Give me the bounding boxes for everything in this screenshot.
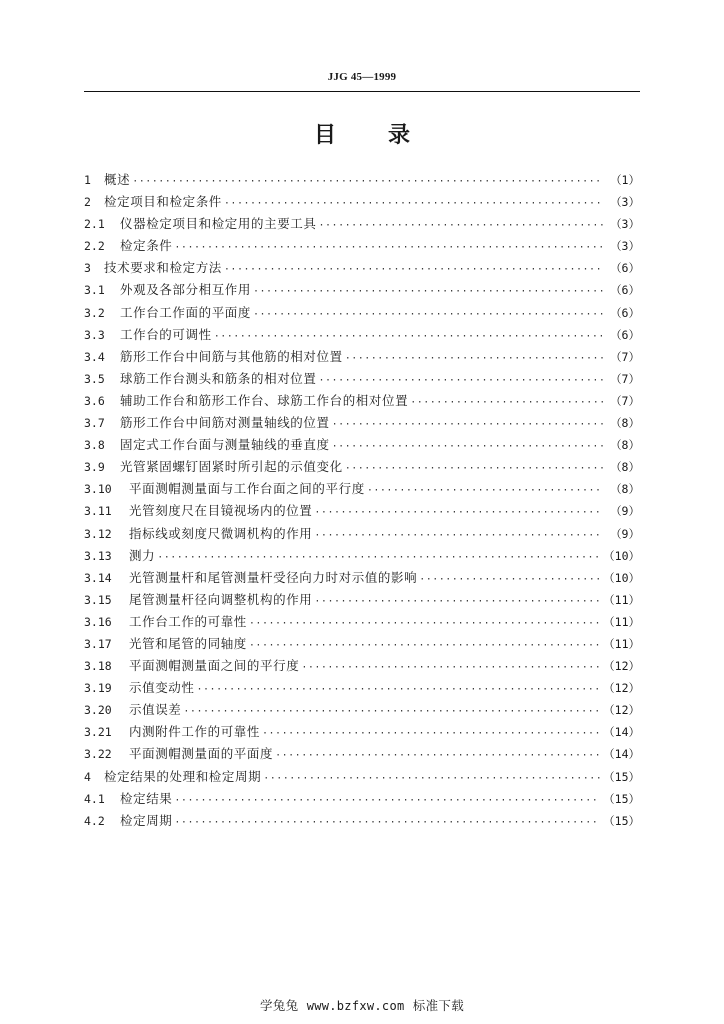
toc-entry-page: （12） <box>603 659 640 674</box>
toc-entry <box>84 655 640 677</box>
toc-entry-leader-dots <box>174 790 600 812</box>
toc-entry-title: 筋形工作台中间筋与其他筋的相对位置 <box>120 348 343 364</box>
toc-entry-number: 3.4 <box>84 349 105 364</box>
toc-entry <box>84 390 640 412</box>
toc-entry-page: （14） <box>603 725 640 740</box>
table-of-contents <box>84 169 640 832</box>
toc-entry <box>84 523 640 545</box>
toc-entry-page: （12） <box>603 681 640 696</box>
toc-entry-leader-dots <box>332 436 603 458</box>
toc-entry <box>84 456 640 478</box>
toc-entry-page: （7） <box>610 393 640 408</box>
toc-entry-title: 仪器检定项目和检定用的主要工具 <box>120 216 317 232</box>
toc-entry <box>84 611 640 633</box>
toc-entry-number: 4 <box>84 769 91 784</box>
toc-entry-number: 3.7 <box>84 416 105 431</box>
toc-entry-title: 平面测帽测量面之间的平行度 <box>129 658 300 674</box>
toc-entry-title: 内测附件工作的可靠性 <box>129 724 261 740</box>
toc-entry-title: 尾管测量杆径向调整机构的作用 <box>129 591 313 607</box>
toc-entry-leader-dots <box>345 458 603 480</box>
toc-entry <box>84 434 640 456</box>
toc-entry <box>84 257 640 279</box>
toc-entry <box>84 279 640 301</box>
toc-entry-page: （3） <box>610 195 640 210</box>
toc-entry-number: 3.16 <box>84 614 112 629</box>
toc-entry <box>84 191 640 213</box>
toc-entry-page: （15） <box>603 791 640 806</box>
toc-entry-title: 检定结果 <box>120 790 173 806</box>
toc-entry-page: （3） <box>610 239 640 254</box>
toc-entry-page: （6） <box>610 283 640 298</box>
toc-entry-leader-dots <box>275 745 600 767</box>
toc-entry-leader-dots <box>263 768 600 790</box>
toc-entry <box>84 721 640 743</box>
toc-entry <box>84 500 640 522</box>
toc-entry <box>84 589 640 611</box>
toc-entry-number: 3.2 <box>84 305 105 320</box>
toc-entry-number: 3.6 <box>84 393 105 408</box>
toc-entry-leader-dots <box>314 525 603 547</box>
toc-entry-page: （15） <box>603 769 640 784</box>
toc-entry-leader-dots <box>345 348 603 370</box>
toc-entry-leader-dots <box>314 502 603 524</box>
toc-entry <box>84 810 640 832</box>
toc-entry-page: （9） <box>610 526 640 541</box>
toc-entry <box>84 478 640 500</box>
toc-entry-leader-dots <box>262 723 600 745</box>
toc-entry-leader-dots <box>319 370 603 392</box>
toc-entry-page: （8） <box>610 438 640 453</box>
toc-entry-page: （3） <box>610 217 640 232</box>
toc-entry-number: 3.22 <box>84 747 112 762</box>
toc-title <box>0 118 724 149</box>
toc-entry-number: 4.1 <box>84 791 105 806</box>
toc-entry <box>84 788 640 810</box>
toc-entry <box>84 169 640 191</box>
toc-entry <box>84 235 640 257</box>
toc-entry-title: 测力 <box>129 547 156 563</box>
toc-entry-number: 2.1 <box>84 217 105 232</box>
toc-entry-number: 3.12 <box>84 526 112 541</box>
toc-entry-page: （7） <box>610 371 640 386</box>
toc-entry-number: 3.9 <box>84 460 105 475</box>
toc-entry <box>84 545 640 567</box>
toc-entry-page: （10） <box>603 548 640 563</box>
toc-entry-title: 检定结果的处理和检定周期 <box>104 768 262 784</box>
toc-entry-number: 3.8 <box>84 438 105 453</box>
toc-entry-number: 3.14 <box>84 570 112 585</box>
toc-entry-leader-dots <box>410 392 603 414</box>
toc-entry <box>84 213 640 235</box>
toc-entry-title: 示值误差 <box>129 702 182 718</box>
toc-entry-number: 3.21 <box>84 725 112 740</box>
toc-entry-page: （11） <box>603 636 640 651</box>
toc-entry <box>84 567 640 589</box>
toc-entry-number: 3.3 <box>84 327 105 342</box>
toc-entry-number: 3.17 <box>84 636 112 651</box>
toc-entry-title: 工作台的可调性 <box>120 326 212 342</box>
footer-tagline: 标准下载 <box>412 998 464 1013</box>
toc-entry <box>84 346 640 368</box>
toc-entry-number: 3 <box>84 261 91 276</box>
toc-entry-title: 光管刻度尺在目镜视场内的位置 <box>129 503 313 519</box>
toc-entry-title: 工作台工作面的平面度 <box>120 304 252 320</box>
toc-entry-number: 1 <box>84 173 91 187</box>
toc-entry-leader-dots <box>174 237 603 259</box>
toc-entry <box>84 743 640 765</box>
toc-entry-leader-dots <box>224 193 603 215</box>
toc-entry-title: 示值变动性 <box>129 680 195 696</box>
toc-entry-number: 3.13 <box>84 548 112 563</box>
toc-entry <box>84 699 640 721</box>
footer-url: www.bzfxw.com <box>306 999 405 1013</box>
toc-entry-leader-dots <box>197 679 601 701</box>
toc-entry-title: 辅助工作台和筋形工作台、球筋工作台的相对位置 <box>120 392 409 408</box>
toc-entry <box>84 412 640 434</box>
toc-entry-number: 3.15 <box>84 592 112 607</box>
toc-entry <box>84 302 640 324</box>
toc-title-char-2: 录 <box>388 123 411 148</box>
toc-entry-number: 3.20 <box>84 703 112 718</box>
toc-entry-leader-dots <box>253 304 603 326</box>
document-code: JJG 45—1999 <box>327 71 397 83</box>
toc-entry-page: （12） <box>603 703 640 718</box>
toc-entry-title: 工作台工作的可靠性 <box>129 613 247 629</box>
toc-entry-leader-dots <box>249 635 600 657</box>
toc-entry-number: 3.1 <box>84 283 105 298</box>
toc-entry-leader-dots <box>367 480 603 502</box>
toc-entry-number: 3.11 <box>84 504 112 519</box>
toc-entry-title: 球筋工作台测头和筋条的相对位置 <box>120 370 317 386</box>
toc-entry-leader-dots <box>249 613 600 635</box>
toc-entry-page: （6） <box>610 261 640 276</box>
toc-entry-title: 光管和尾管的同轴度 <box>129 635 247 651</box>
toc-entry-leader-dots <box>214 326 603 348</box>
toc-entry-title: 检定项目和检定条件 <box>104 194 222 210</box>
toc-entry-page: （6） <box>610 305 640 320</box>
toc-entry-title: 光管测量杆和尾管测量杆受径向力时对示值的影响 <box>129 569 418 585</box>
toc-entry <box>84 766 640 788</box>
toc-entry-leader-dots <box>253 281 603 303</box>
toc-entry-number: 3.5 <box>84 371 105 386</box>
toc-entry-page: （8） <box>610 416 640 431</box>
toc-entry-number: 2 <box>84 195 91 210</box>
toc-entry-leader-dots <box>332 414 603 436</box>
toc-entry-title: 固定式工作台面与测量轴线的垂直度 <box>120 437 330 453</box>
toc-entry-leader-dots <box>157 547 600 569</box>
toc-entry-number: 4.2 <box>84 813 105 828</box>
toc-entry-page: （11） <box>603 614 640 629</box>
toc-entry-leader-dots <box>301 657 600 679</box>
toc-entry-title: 检定条件 <box>120 238 173 254</box>
toc-entry <box>84 368 640 390</box>
toc-entry-title: 筋形工作台中间筋对测量轴线的位置 <box>120 415 330 431</box>
toc-entry-title: 平面测帽测量面与工作台面之间的平行度 <box>129 481 365 497</box>
toc-entry-page: （8） <box>610 460 640 475</box>
toc-entry-page: （8） <box>610 482 640 497</box>
toc-entry-title: 平面测帽测量面的平面度 <box>129 746 274 762</box>
toc-entry-leader-dots <box>224 259 603 281</box>
toc-entry-page: （9） <box>610 504 640 519</box>
toc-entry-number: 2.2 <box>84 239 105 254</box>
toc-entry-leader-dots <box>419 569 600 591</box>
toc-entry-page: （1） <box>610 173 640 187</box>
toc-entry-number: 3.19 <box>84 681 112 696</box>
toc-entry-title: 概述 <box>104 172 131 187</box>
toc-entry-page: （10） <box>603 570 640 585</box>
toc-entry-leader-dots <box>174 812 600 834</box>
toc-entry-page: （7） <box>610 349 640 364</box>
toc-entry-number: 3.10 <box>84 482 112 497</box>
toc-title-char-1: 目 <box>313 123 336 148</box>
toc-entry-page: （6） <box>610 327 640 342</box>
footer-watermark <box>0 996 724 1014</box>
toc-entry-leader-dots <box>183 701 600 723</box>
toc-entry-title: 检定周期 <box>120 812 173 828</box>
toc-entry <box>84 324 640 346</box>
toc-entry-leader-dots <box>132 171 603 193</box>
toc-entry-title: 光管紧固螺钉固紧时所引起的示值变化 <box>120 459 343 475</box>
toc-entry-title: 外观及各部分相互作用 <box>120 282 252 298</box>
footer-site-name: 学兔兔 <box>260 998 299 1013</box>
toc-entry-title: 指标线或刻度尺微调机构的作用 <box>129 525 313 541</box>
toc-entry-page: （11） <box>603 592 640 607</box>
toc-entry-leader-dots <box>314 591 600 613</box>
header-divider <box>84 91 640 92</box>
toc-entry <box>84 677 640 699</box>
toc-entry-leader-dots <box>319 215 603 237</box>
toc-entry-number: 3.18 <box>84 659 112 674</box>
toc-entry <box>84 633 640 655</box>
toc-entry-title: 技术要求和检定方法 <box>104 260 222 276</box>
toc-entry-page: （14） <box>603 747 640 762</box>
toc-entry-page: （15） <box>603 813 640 828</box>
